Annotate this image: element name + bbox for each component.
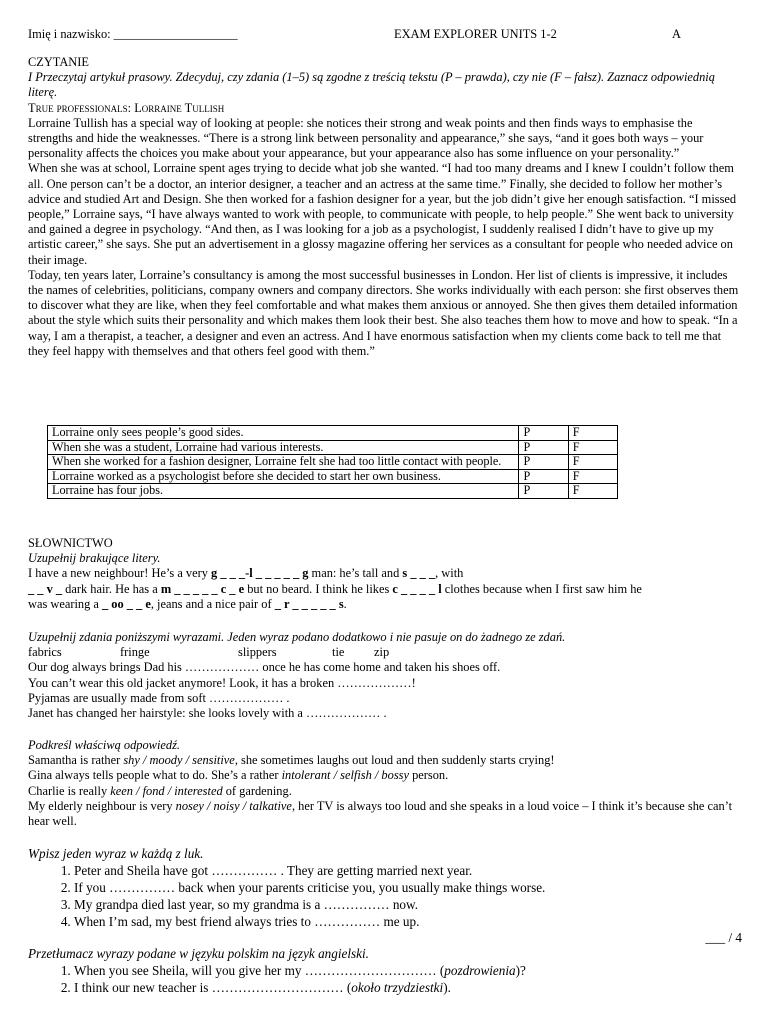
choice-options[interactable]: shy / moody / sensitive (123, 753, 235, 768)
exercise3-instruction: Podkreśl właściwą odpowiedź. (28, 738, 181, 752)
exercise2-line: Our dog always brings Dad his ……………… once he has come home and taken his shoes off. (28, 660, 501, 675)
true-false-table-wrap (28, 425, 740, 499)
exercise4-instruction: Wpisz jeden wyraz w każdą z luk. (28, 846, 204, 861)
article-paragraph: When she was at school, Lorraine spent ages trying to decide what job she wanted. “I had too many dreams and I knew I couldn’t follow them all. One person can’t be a doctor, an interior designer, a teacher and an actress at the same time.” Finally, she decided to follow her mother’s advice and studied Art and Design. She then worked for a fashion designer for a year, but the job didn’t give her enough satisfaction. “I missed people,” Lorraine says, “I have always wanted to work with people, to communicate with people, to help people.” She went back to university and gained a degree in psychology. “And then, as I was looking for a job as a psychologist, I suddenly realised I didn’t have to give up my artistic career,” she says. She put an advertisement in a glossy magazine offering her services as a consultant for people who needed advice on their image. (28, 161, 737, 267)
reading-instruction: I Przeczytaj artykuł prasowy. Zdecyduj, czy zdania (1–5) są zgodne z treścią tekstu (P – prawda), czy nie (F – fałsz). Zaznacz odpowiednią literę. (28, 70, 715, 100)
exercise4 (28, 845, 740, 930)
word-bank-item: fringe (120, 645, 150, 660)
word-bank-item: tie (332, 645, 345, 660)
option-p[interactable]: P (519, 426, 568, 441)
reading-section (28, 55, 740, 359)
exercise3-line: Charlie is really keen / fond / interested of gardening. (28, 783, 292, 798)
word-bank (28, 645, 740, 660)
gap-word[interactable]: _ _ v _ (28, 581, 63, 596)
exercise2-instruction: Uzupełnij zdania poniższymi wyrazami. Jeden wyraz podano dodatkowo i nie pasuje on do żadnego ze zdań. (28, 630, 566, 644)
exercise2-line: Pyjamas are usually made from soft ……………… . (28, 690, 290, 705)
article-paragraph: Lorraine Tullish has a special way of looking at people: she notices their strong and weak points and then finds ways to emphasise the strengths and hide the weaknesses. “There is a strong link between personality and appearance,” she says, “and it goes both ways – your personality affects the choices you make about your appearance, but your appearance also has some influence on your personality.” (28, 115, 704, 161)
list-item: 2. I think our new teacher is ………………………… (około trzydziestki). (74, 979, 740, 996)
list-item: 3. My grandpa died last year, so my grandma is a …………… now. (74, 896, 740, 913)
gap-word[interactable]: _ oo _ _ e (101, 596, 151, 611)
list-item: 2. If you …………… back when your parents criticise you, you usually make things worse. (74, 879, 740, 896)
article-paragraph: Today, ten years later, Lorraine’s consultancy is among the most successful businesses in London. Her list of clients is impressive, it includes the names of celebrities, politicians, company owners and company directors. She works individually with each person: she first observes them to discover what they are like, when they feel comfortable and what makes them anxious or annoyed. She then gives them detailed information about the style which suits their personality and which makes them look their best. She also teaches them how to move and how to speak. “In a way, I am a therapist, a teacher, a designer and even an actress. And I have enormous satisfaction when my clients come back to tell me that they feel happy with themselves and that others feel good with them.” (28, 267, 739, 358)
exam-title: EXAM EXPLORER UNITS 1-2 (394, 27, 557, 41)
exercise3-line: Samantha is rather shy / moody / sensitive, she sometimes laughs out loud and then suddenly starts crying! (28, 753, 555, 768)
exercise4-score: ___ / 4 (705, 930, 742, 945)
option-f[interactable]: F (568, 426, 617, 441)
choice-options[interactable]: keen / fond / interested (110, 783, 223, 798)
exercise3-line: Gina always tells people what to do. She’s a rather intolerant / selfish / bossy person. (28, 768, 449, 783)
reading-heading: CZYTANIE (28, 55, 89, 69)
exercise1-line: was wearing a _ oo _ _ e, jeans and a nice pair of _ r _ _ _ _ _ s. (28, 596, 347, 611)
exercise1-line: I have a new neighbour! He’s a very g _ _ _-l _ _ _ _ _ g man: he’s tall and s _ _ _, with (28, 566, 464, 581)
vocabulary-heading: SŁOWNICTWO (28, 536, 113, 550)
exercise5 (28, 945, 740, 996)
list-item: 4. When I’m sad, my best friend always tries to …………… me up. (74, 913, 740, 930)
exercise2-line: You can’t wear this old jacket anymore! Look, it has a broken ………………! (28, 675, 416, 690)
option-f[interactable]: F (568, 455, 617, 470)
table-row (48, 426, 618, 441)
gap-word[interactable]: s _ _ _ (402, 566, 436, 581)
exercise1-instruction: Uzupełnij brakujące litery. (28, 551, 161, 566)
gap-word[interactable]: m _ _ _ _ _ c _ e (160, 581, 245, 596)
exercise2-line: Janet has changed her hairstyle: she looks lovely with a ……………… . (28, 706, 387, 721)
gap-word[interactable]: g _ _ _-l _ _ _ _ _ g (211, 566, 309, 581)
option-p[interactable]: P (519, 484, 568, 499)
exercise5-list (28, 962, 740, 996)
exam-version: A (672, 27, 681, 41)
exam-header (28, 27, 748, 43)
statement: When she worked for a fashion designer, Lorraine felt she had too little contact with people. (48, 455, 519, 470)
word-bank-item: fabrics (28, 645, 62, 660)
table-row (48, 440, 618, 455)
option-p[interactable]: P (519, 440, 568, 455)
option-p[interactable]: P (519, 455, 568, 470)
choice-options[interactable]: nosey / noisy / talkative (175, 798, 292, 813)
list-item: 1. Peter and Sheila have got …………… . They are getting married next year. (74, 862, 740, 879)
exercise2 (28, 630, 740, 721)
statement: When she was a student, Lorraine had various interests. (48, 440, 519, 455)
exercise5-instruction: Przetłumacz wyrazy podane w języku polskim na język angielski. (28, 946, 369, 961)
option-f[interactable]: F (568, 440, 617, 455)
true-false-table (47, 425, 618, 499)
exercise1-line: _ _ v _ dark hair. He has a m _ _ _ _ _ c _ e but no beard. I think he likes c _ _ _ _ l clothes because when I first saw him he (28, 581, 642, 596)
table-row (48, 469, 618, 484)
option-f[interactable]: F (568, 469, 617, 484)
choice-options[interactable]: intolerant / selfish / bossy (281, 768, 409, 783)
word-bank-item: slippers (238, 645, 277, 660)
list-item: 1. When you see Sheila, will you give her my ………………………… (pozdrowienia)? (74, 962, 740, 979)
option-f[interactable]: F (568, 484, 617, 499)
name-field-label: Imię i nazwisko: ____________________ (28, 27, 238, 41)
statement: Lorraine has four jobs. (48, 484, 519, 499)
gap-word[interactable]: c _ _ _ _ l (392, 581, 442, 596)
article-title: True professionals: Lorraine Tullish (28, 100, 225, 115)
statement: Lorraine worked as a psychologist before she decided to start her own business. (48, 469, 519, 484)
table-row (48, 484, 618, 499)
vocabulary-section (28, 536, 740, 612)
statement: Lorraine only sees people’s good sides. (48, 426, 519, 441)
exercise3-line: My elderly neighbour is very nosey / noisy / talkative, her TV is always too loud and she speaks in a loud voice – I think it’s because she can’t hear well. (28, 798, 733, 829)
word-bank-item: zip (374, 645, 390, 660)
option-p[interactable]: P (519, 469, 568, 484)
table-row (48, 455, 618, 470)
exercise4-list (28, 862, 740, 930)
gap-word[interactable]: _ r _ _ _ _ _ s (274, 596, 344, 611)
exercise3 (28, 738, 740, 829)
